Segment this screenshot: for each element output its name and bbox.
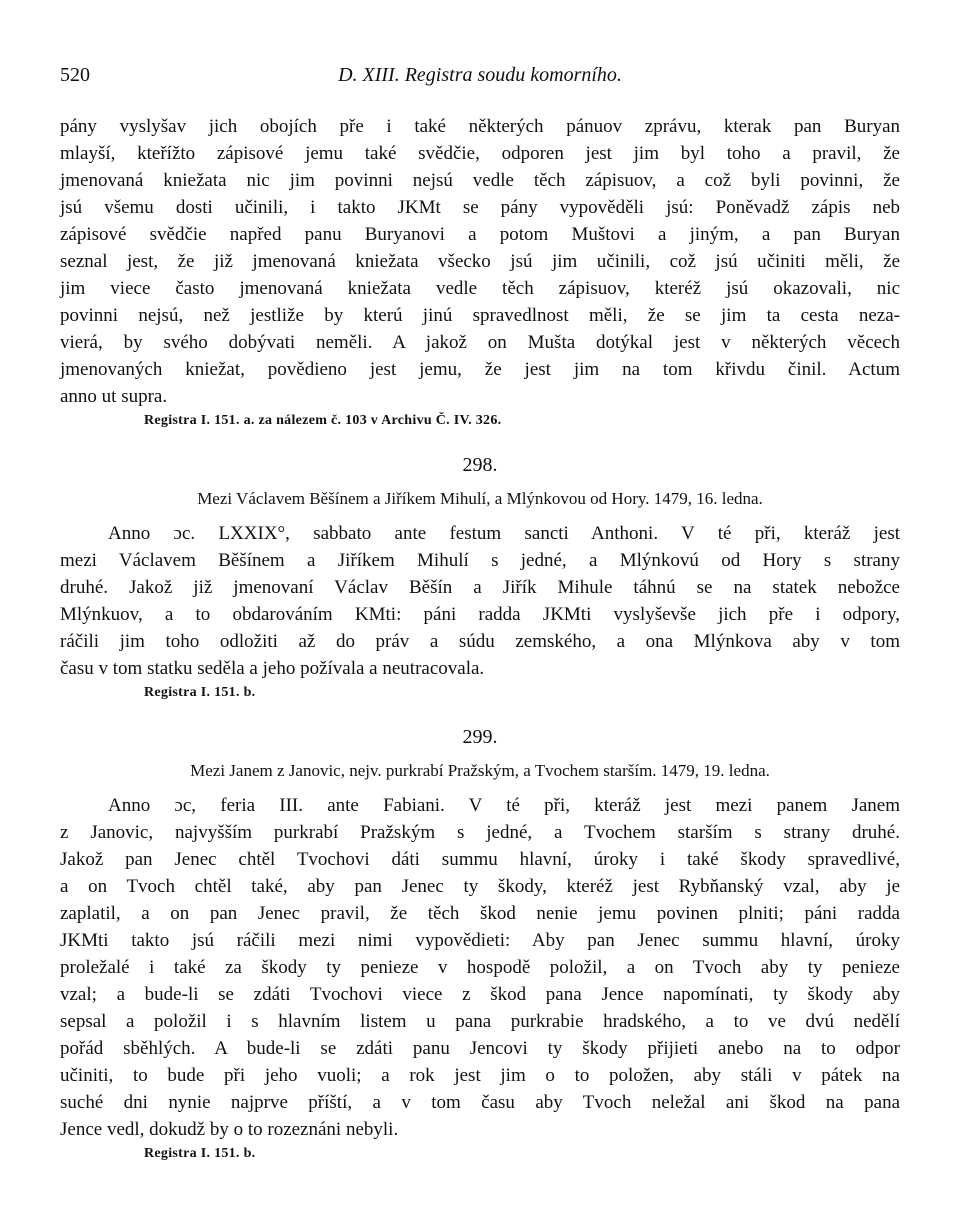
text-line: seznal jest, že již jmenovaná kniežata všecko jsú jim učinili, což jsú učiniti měli, že (60, 251, 900, 272)
page-header (60, 60, 900, 90)
text-line: Anno ɔc. LXXIX°, sabbato ante festum sancti Anthoni. V té při, kteráž jest (108, 523, 900, 544)
running-head: D. XIII. Registra soudu komorního. (338, 64, 622, 86)
text-line: zápisové svědčie napřed panu Buryanovi a potom Muštovi a jiným, a pan Buryan (60, 224, 900, 245)
entry-summary: Mezi Václavem Běšínem a Jiříkem Mihulí, a Mlýnkovou od Hory. 1479, 16. ledna. (197, 489, 763, 508)
text-line: mezi Václavem Běšínem a Jiříkem Mihulí s jedné, a Mlýnkovú od Hory s strany (60, 550, 900, 571)
text-line: pány vyslyšav jich obojích pře i také některých pánuov zprávu, kterak pan Buryan (60, 116, 900, 137)
text-line: Jence vedl, dokudž by o to rozeznáni nebyli. (60, 1119, 399, 1140)
text-line: sepsal a položil i s hlavním listem u pana purkrabie hradského, a to ve dvú nedělí (60, 1011, 900, 1032)
text-line: povinni nejsú, než jestliže by kterú jinú spravedlnost měli, že se jim ta cesta neza- (60, 305, 900, 326)
source-reference: Registra I. 151. a. za nálezem č. 103 v Archivu Č. IV. 326. (144, 413, 502, 428)
text-line: jmenovaná kniežata nic jim povinni nejsú vedle těch zápisuov, a což byli povinni, že (60, 170, 900, 191)
text-line: času v tom statku seděla a jeho požívala a neutracovala. (60, 658, 485, 679)
text-line: jsú všemu dosti učinili, i takto JKMt se pány vypověděli jsú: Poněvadž zápis neb (60, 197, 900, 218)
entry-text (60, 792, 900, 1143)
text-line: zaplatil, a on pan Jenec pravil, že těch škod nenie jemu povinen plniti; páni radda (60, 903, 900, 924)
body-text (60, 113, 900, 1165)
entry-summary: Mezi Janem z Janovic, nejv. purkrabí Pražským, a Tvochem starším. 1479, 19. ledna. (190, 761, 770, 780)
page-number: 520 (60, 64, 90, 86)
entry-text (60, 520, 900, 682)
entry-number: 299. (462, 726, 498, 748)
text-line: učiniti, to bude při jeho vuoli; a rok jest jim o to položen, aby stáli v pátek na (60, 1065, 900, 1086)
text-line: proležalé i také za škody ty penieze v hospodě položil, a on Tvoch aby ty penieze (60, 957, 900, 978)
text-line: a on Tvoch chtěl také, aby pan Jenec ty škody, kteréž jest Rybňanský vzal, aby je (60, 876, 900, 897)
text-line: mlayší, kteřížto zápisové jemu také svědčie, odporen jest jim byl toho a pravil, že (60, 143, 900, 164)
entry-number: 298. (462, 454, 498, 476)
text-line: vzal; a bude-li se zdáti Tvochovi viece z škod pana Jence napomínati, ty škody aby (60, 984, 900, 1005)
text-line: suché dni nynie najprve příští, a v tom času aby Tvoch neležal ani škod na pana (60, 1092, 900, 1113)
text-line: anno ut supra. (60, 386, 168, 407)
text-line: ráčili jim toho odložiti až do práv a súdu zemského, a ona Mlýnkova aby v tom (60, 631, 900, 652)
paragraph-continued (60, 113, 900, 410)
text-line: Anno ɔc, feria III. ante Fabiani. V té při, kteráž jest mezi panem Janem (108, 795, 900, 816)
text-line: Mlýnkuov, a to obdarováním KMti: páni radda JKMti vyslyševše jich pře i odpory, (60, 604, 900, 625)
source-reference: Registra I. 151. b. (144, 685, 256, 700)
text-line: jim viece často jmenovaná kniežata vedle těch zápisuov, kteréž jsú okazovali, nic (60, 278, 900, 299)
source-reference: Registra I. 151. b. (144, 1146, 256, 1161)
text-line: druhé. Jakož již jmenovaní Václav Běšín a Jiřík Mihule táhnú se na statek nebožce (60, 577, 900, 598)
text-line: z Janovic, najvyšším purkrabí Pražským s jedné, a Tvochem starším s strany druhé. (60, 822, 900, 843)
text-line: vierá, by svého dobývati neměli. A jakož on Mušta dotýkal jest v některých věcech (60, 332, 900, 353)
text-line: jmenovaných kniežat, povědieno jest jemu, že jest jim na tom křivdu činil. Actum (60, 359, 900, 380)
text-line: Jakož pan Jenec chtěl Tvochovi dáti summu hlavní, úroky i také škody spravedlivé, (60, 849, 900, 870)
text-line: JKMti takto jsú ráčili mezi nimi vypovědieti: Aby pan Jenec summu hlavní, úroky (60, 930, 900, 951)
text-line: pořád sběhlých. A bude-li se zdáti panu Jencovi ty škody přijieti anebo na to odpor (60, 1038, 900, 1059)
